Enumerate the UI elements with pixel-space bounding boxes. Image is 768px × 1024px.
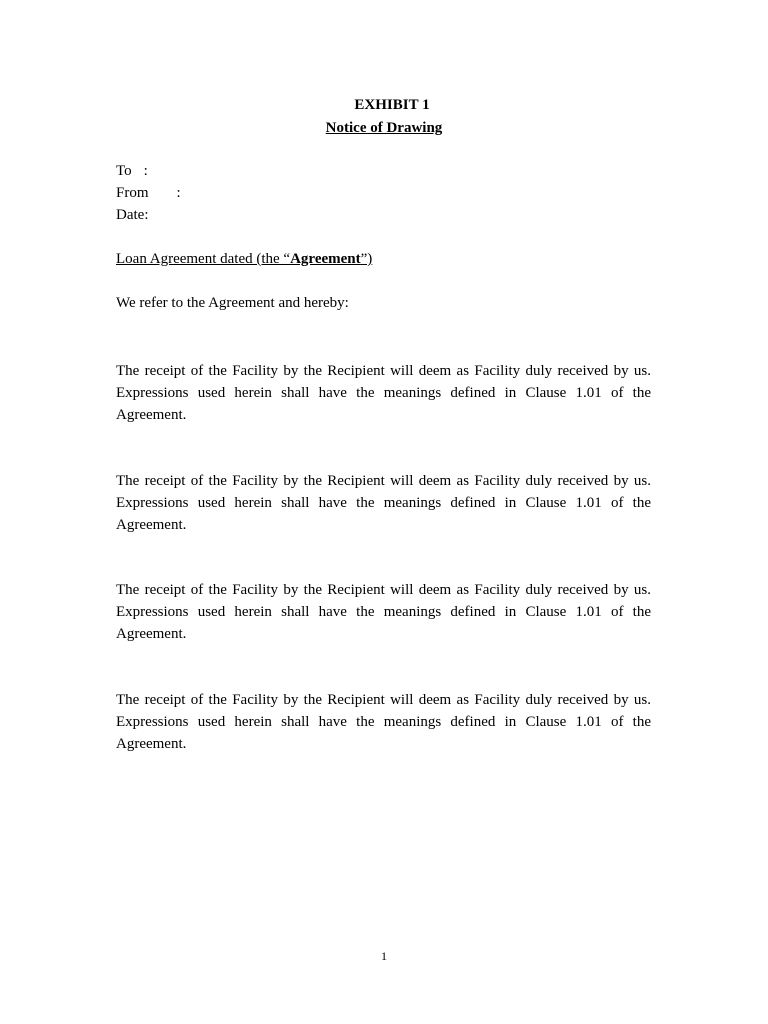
date-label: Date: [116, 207, 145, 223]
date-colon: :: [144, 207, 149, 223]
to-label: To: [116, 163, 132, 179]
to-colon: :: [143, 163, 148, 179]
paragraph-1: The receipt of the Facility by the Recipient will deem as Facility duly received by us. Expressions used herein shall have the meanings defined in Clause 1.01 of the Agreement.: [116, 363, 651, 423]
from-colon: :: [176, 185, 181, 201]
from-field: [116, 185, 181, 202]
paragraph-2: The receipt of the Facility by the Recipient will deem as Facility duly received by us. Expressions used herein shall have the meanings defined in Clause 1.01 of the Agreement.: [116, 473, 651, 533]
loan-line-bold-term: Agreement: [290, 251, 361, 267]
exhibit-title: EXHIBIT 1: [354, 97, 430, 113]
loan-line-suffix: ”): [360, 251, 373, 267]
intro-text: We refer to the Agreement and hereby:: [116, 295, 349, 311]
notice-title: Notice of Drawing: [325, 120, 443, 136]
loan-line-prefix: Loan Agreement dated (the “: [116, 251, 291, 267]
loan-agreement-line: [116, 251, 372, 268]
paragraph-4: The receipt of the Facility by the Recipient will deem as Facility duly received by us. Expressions used herein shall have the meanings defined in Clause 1.01 of the Agreement.: [116, 692, 651, 752]
date-field: [116, 207, 149, 224]
from-label: From: [116, 185, 149, 201]
page-number: 1: [381, 949, 387, 963]
to-field: [116, 163, 148, 180]
paragraph-3: The receipt of the Facility by the Recipient will deem as Facility duly received by us. Expressions used herein shall have the meanings defined in Clause 1.01 of the Agreement.: [116, 582, 651, 642]
